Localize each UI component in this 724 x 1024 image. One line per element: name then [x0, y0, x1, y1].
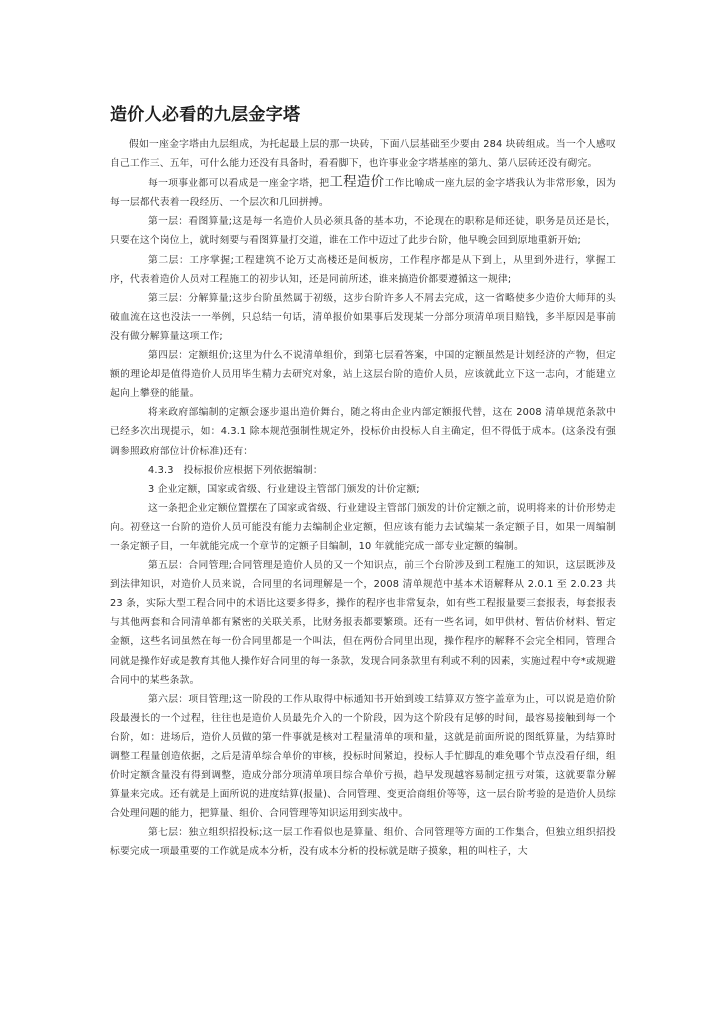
intro-paragraph: 假如一座金字塔由九层组成，为托起最上层的那一块砖，下面八层基础至少要由 284 块砖组成。当一个人感叹自己工作三、五年，可什么能力还没有具备时，看看脚下，也许事业金字塔基座的第九、第八层砖还没有砌完。	[110, 139, 616, 170]
layer-1-paragraph: 第一层：看图算量;这是每一名造价人员必须具备的基本功，不论现在的职称是师还徒，职务是员还是长，只要在这个岗位上，就时刻要与看图算量打交道，谁在工作中迈过了此步台阶，他早晚会回到原地重新开始;	[110, 216, 616, 247]
enterprise-quota-paragraph: 这一条把企业定额位置摆在了国家或省级、行业建设主管部门颁发的计价定额之前，说明将来的计价形势走向。初登这一台阶的造价人员可能没有能力去编制企业定额，但应该有能力去试编某一条定额子目，如果一周编制一条定额子目，一年就能完成一个章节的定额子目编制，10 年就能完成一部专业定额的编制。	[110, 502, 616, 552]
clause-item-3: 3 企业定额，国家或省级、行业建设主管部门颁发的计价定额;	[148, 483, 420, 495]
layer-4-paragraph: 第四层：定额组价;这里为什么不说清单组价，到第七层看答案，中国的定额虽然是计划经济的产物，但定额的理论却是值得造价人员用毕生精力去研究对象，站上这层台阶的造价人员，应该就此立下这一志向，才能建立起向上攀登的能量。	[110, 350, 616, 400]
layer-7-paragraph: 第七层：独立组织招投标;这一层工作看似也是算量、组价、合同管理等方面的工作集合，但独立组织招投标要完成一项最重要的工作就是成本分析，没有成本分析的投标就是瞎子摸象，粗的叫柱子，大	[110, 827, 616, 858]
metaphor-text-before: 每一项事业都可以看成是一座金字塔，把	[148, 178, 330, 190]
engineering-cost-link[interactable]: 工程造价	[329, 174, 385, 191]
metaphor-text-after: 工作比喻成一座九层的金字塔我认为非常形象，因为每一层都代表着一段经历、一个层次和几回拼搏。	[110, 178, 616, 209]
layer-6-paragraph: 第六层：项目管理;这一阶段的工作从取得中标通知书开始到竣工结算双方签字盖章为止，可以说是造价阶段最漫长的一个过程，往往也是造价人员最先介入的一个阶段，因为这个阶段有足够的时间，最容易接触到每一个台阶，如：进场后，造价人员做的第一件事就是核对工程量清单的项和量，这就是前面所说的图纸算量，为结算时调整工程量创造依据，之后是清单综合单价的审核，投标时间紧迫，投标人手忙脚乱的难免哪个节点没看仔细，组价时定额含量没有得到调整，造成分部分项清单项目综合单价亏损，趋早发现越容易制定扭亏对策，这就要靠分解算量来完成。还有就是上面所说的进度结算(报量)、合同管理、变更洽商组价等等，这一层台阶考验的是造价人员综合处理问题的能力，把算量、组价、合同管理等知识运用到实战中。	[110, 693, 616, 820]
layer-2-paragraph: 第二层：工序掌握;工程建筑不论万丈高楼还是间板房，工作程序都是从下到上，从里到外进行，掌握工序，代表着造价人员对工程施工的初步认知，还是同前所述，谁来搞造价都要遵循这一规律;	[110, 254, 616, 285]
layer-3-paragraph: 第三层：分解算量;这步台阶虽然属于初级，这步台阶许多人不屑去完成，这一省略使多少造价大师拜的头破血流在这也没法一一举例，只总结一句话，清单报价如果事后发现某一分部分项清单项目赔钱，多半原因是事前没有做分解算量这项工作;	[110, 292, 616, 342]
document-page	[110, 104, 616, 862]
future-quota-paragraph: 将来政府部编制的定额会逐步退出造价舞台，随之将由企业内部定额报代替，这在 2008 清单规范条款中已经多次出现提示，如：4.3.1 除本规范强制性规定外，投标价由投标人自主确定，但不得低于成本。(这条没有强调参照政府部位计价标准)还有：	[110, 407, 616, 457]
page-title: 造价人必看的九层金字塔	[110, 105, 301, 125]
clause-4-3-3: 4.3.3 投标报价应根据下列依据编制：	[148, 464, 323, 476]
metaphor-paragraph	[110, 173, 616, 212]
layer-5-paragraph: 第五层：合同管理;合同管理是造价人员的又一个知识点，前三个台阶涉及到工程施工的知识，这层既涉及到法律知识，对造价人员来说，合同里的名词理解是一个，2008 清单规范中基本术语解释从 2.0.1 至 2.0.23 共 23 条，实际大型工程合同中的术语比这要多得多，操作的程序也非常复杂，如有些工程报量要三套报表，每套报表与其他两套和合同清单都有紧密的关联关系，比财务报表都要繁琐。还有一些名词，如甲供材、暂估价材料、暂定金额，这些名词虽然在每一份合同里都是一个叫法，但在两份合同里出现，操作程序的解释不会完全相同，管理合同就是操作好或是教育其他人操作好合同里的每一条款，发现合同条款里有利或不利的因素，实施过程中夸*或规避合同中的某些条款。	[110, 560, 616, 686]
